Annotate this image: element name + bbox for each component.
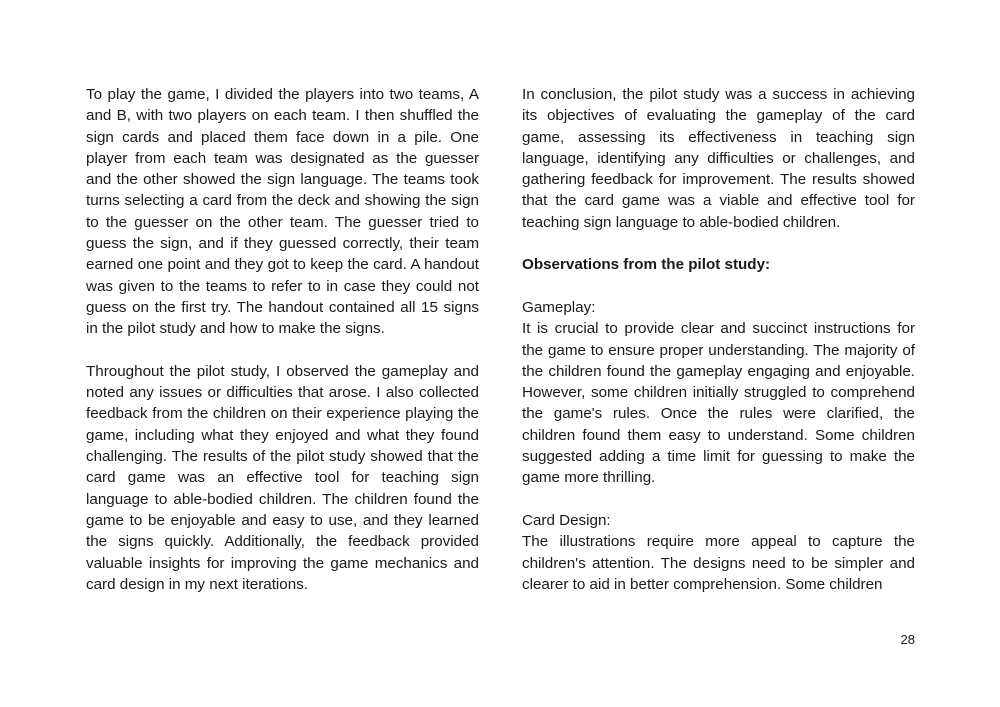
card-design-paragraph: The illustrations require more appeal to capture the children's attention. The designs need to be simpler and clearer to aid in better comprehension. Some children — [522, 533, 915, 593]
gameplay-paragraph: It is crucial to provide clear and succinct instructions for the game to ensure proper understanding. The majority of the children found the gameplay engaging and enjoyable. However, some children initially struggled to comprehend the game's rules. Once the rules were clarified, the children found them easy to understand. Some children suggested adding a time limit for guessing to make the game more thrilling. — [522, 320, 915, 487]
observation-paragraph: Throughout the pilot study, I observed the gameplay and noted any issues or difficulties that arose. I also collected feedback from the children on their experience playing the game, including what they enjoyed and what they found challenging. The results of the pilot study showed that the card game was an effective tool for teaching sign language to able-bodied children. The children found the game to be enjoyable and easy to use, and they learned the signs quickly. Additionally, the feedback provided valuable insights for improving the game mechanics and card design in my next iterations. — [86, 362, 479, 593]
gameplay-label: Gameplay: — [522, 298, 596, 316]
card-design-label: Card Design: — [522, 511, 611, 529]
gameplay-setup-paragraph: To play the game, I divided the players into two teams, A and B, with two players on each team. I then shuffled the sign cards and placed them face down in a pile. One player from each team was designated as the guesser and the other showed the sign language. The teams took turns selecting a card from the deck and showing the sign to the guesser on the other team. The guesser tried to guess the sign, and if they guessed correctly, their team earned one point and they got to keep the card. A handout was given to the teams to refer to in case they could not guess on the first try. The handout contained all 15 signs in the pilot study and how to make the signs. — [86, 86, 479, 338]
observations-heading: Observations from the pilot study: — [522, 256, 771, 274]
right-column — [522, 84, 915, 595]
paragraph-gap — [86, 340, 479, 361]
left-column — [86, 84, 479, 595]
conclusion-paragraph: In conclusion, the pilot study was a success in achieving its objectives of evaluating the gameplay of the card game, assessing its effectiveness in teaching sign language, identifying any difficulties or challenges, and gathering feedback for improvement. The results showed that the card game was a viable and effective tool for teaching sign language to able-bodied children. — [522, 86, 915, 231]
paragraph-gap — [522, 276, 915, 297]
paragraph-gap — [522, 233, 915, 254]
page-number: 28 — [900, 632, 915, 647]
paragraph-gap — [522, 489, 915, 510]
